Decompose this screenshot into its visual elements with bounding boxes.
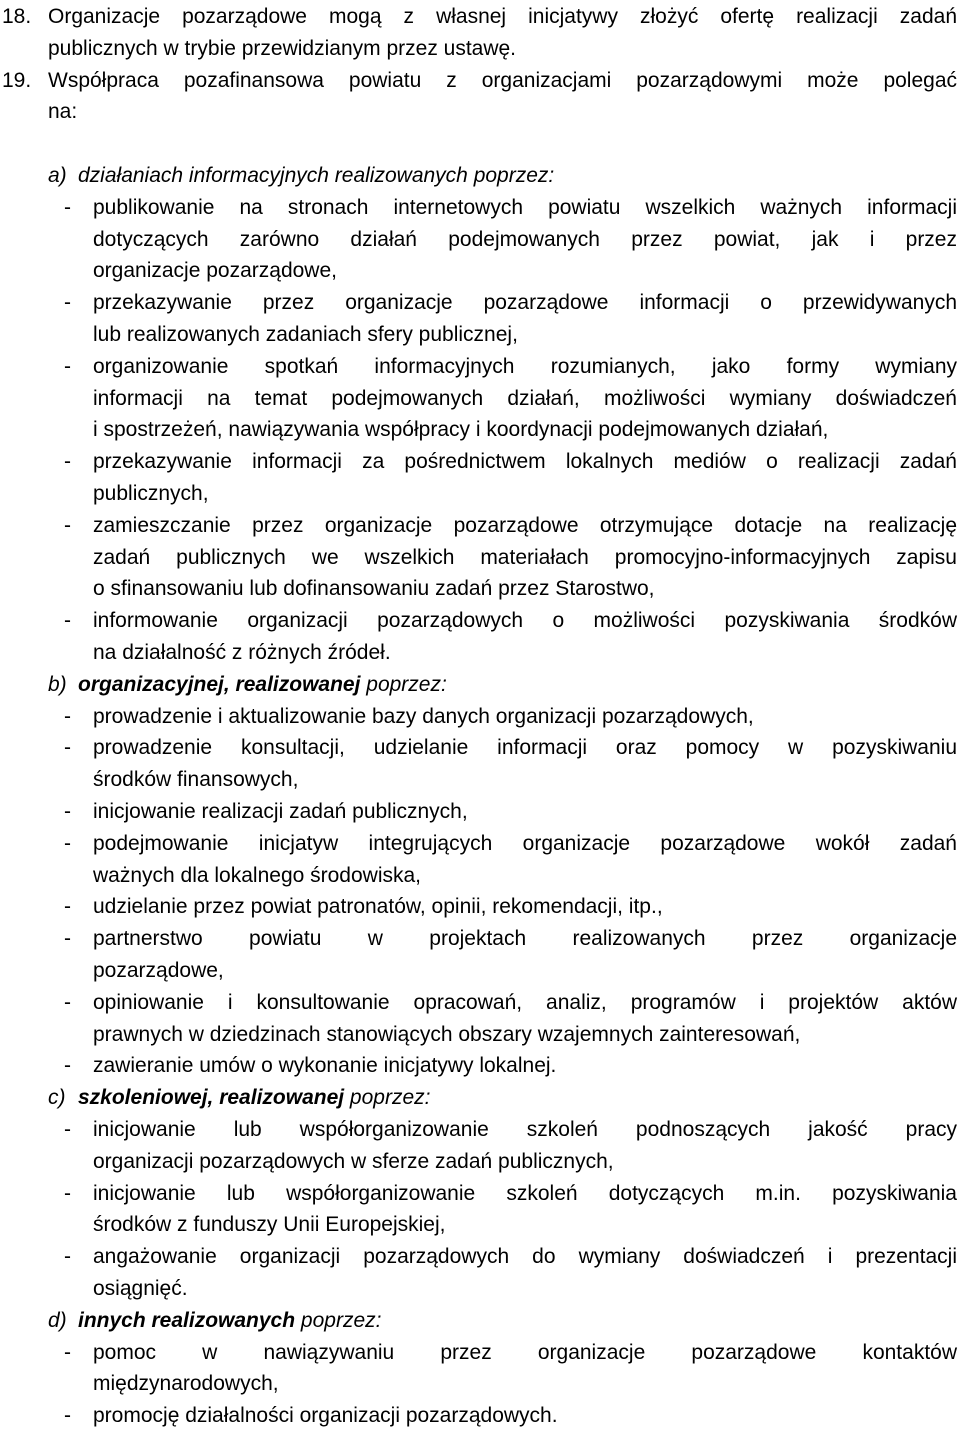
section-heading: organizacyjnej, realizowanej [78,672,361,696]
text-line [0,923,960,955]
bullet-dash: - [64,736,71,760]
bullet-dash: - [64,704,71,728]
bullet-dash: - [64,1340,71,1364]
text-line [0,65,960,97]
continuation-text: zadań publicznych we wszelkich materiałach promocyjno-informacyjnych zapisu [93,545,957,569]
continuation-text: osiągnięć. [93,1277,188,1300]
text-line [0,860,960,892]
section-heading-suffix: poprzez: [295,1308,382,1332]
section-letter: c) [48,1086,66,1110]
text-line [0,319,960,351]
text-line [0,1337,960,1369]
continuation-text: o sfinansowaniu lub dofinansowaniu zadań przez Starostwo, [93,577,655,601]
text-line [0,255,960,287]
text-line [0,160,960,192]
section-heading: działaniach informacyjnych realizowanych poprzez: [78,164,555,187]
bullet-dash: - [64,1118,71,1141]
bullet-dash: - [64,354,71,378]
continuation-text: organizacji pozarządowych w sferze zadań publicznych, [93,1149,614,1173]
text-line [0,637,960,669]
continuation-text: i spostrzeżeń, nawiązywania współpracy i koordynacji podejmowanych działań, [93,418,829,442]
bullet-text: partnerstwo powiatu w projektach realizowanych przez organizacje [93,927,957,951]
bullet-text: inicjowanie realizacji zadań publicznych, [93,800,468,823]
text-line [0,669,960,701]
bullet-dash: - [64,513,71,537]
bullet-text: angażowanie organizacji pozarządowych do wymiany doświadczeń i prezentacji [93,1245,957,1269]
bullet-text: przekazywanie przez organizacje pozarządowe informacji o przewidywanych [93,291,957,315]
text-line [0,224,960,256]
bullet-text: prowadzenie konsultacji, udzielanie informacji oraz pomocy w pozyskiwaniu [93,736,957,760]
section-heading: innych realizowanych [78,1308,296,1332]
text-line [0,796,960,828]
text-line [0,414,960,446]
section-letter: a) [48,164,67,187]
continuation-text: dotyczących zarówno działań podejmowanych przez powiat, jak i przez [93,227,957,251]
text-line [0,987,960,1019]
continuation-text: pozarządowe, [93,959,224,982]
bullet-text: publikowanie na stronach internetowych powiatu wszelkich ważnych informacji [93,195,957,219]
bullet-dash: - [64,291,71,315]
bullet-dash: - [64,609,71,633]
text-line [0,383,960,415]
bullet-dash: - [64,927,71,951]
text-line [0,542,960,574]
bullet-text: inicjowanie lub współorganizowanie szkoleń dotyczących m.in. pozyskiwania [93,1181,957,1205]
text-line [0,1305,960,1337]
text-line [0,33,960,65]
blank-line [0,128,960,160]
bullet-text: informowanie organizacji pozarządowych o możliwości pozyskiwania środków [93,609,957,633]
text-line [0,96,960,128]
continuation-text: publicznych, [93,482,209,505]
continuation-text: informacji na temat podejmowanych działań, możliwości wymiany doświadczeń [93,386,957,410]
text-line [0,955,960,987]
text-line [0,764,960,796]
text-line [0,1178,960,1210]
bullet-text: przekazywanie informacji za pośrednictwem lokalnych mediów o realizacji zadań [93,450,957,474]
continuation-text: międzynarodowych, [93,1372,279,1396]
continuation-text: lub realizowanych zadaniach sfery publicznej, [93,323,518,346]
item-text: Współpraca pozafinansowa powiatu z organizacjami pozarządowymi może polegać [48,68,957,92]
section-letter: b) [48,672,67,696]
bullet-text: inicjowanie lub współorganizowanie szkoleń podnoszących jakość pracy [93,1118,957,1141]
text-line [0,478,960,510]
bullet-text: zamieszczanie przez organizacje pozarządowe otrzymujące dotacje na realizację [93,513,957,537]
section-letter: d) [48,1308,67,1332]
text-line [0,1368,960,1400]
continuation-text: prawnych w dziedzinach stanowiących obszary wzajemnych zainteresowań, [93,1022,801,1046]
bullet-text: pomoc w nawiązywaniu przez organizacje pozarządowe kontaktów [93,1340,957,1364]
text-line [0,287,960,319]
text-line [0,1114,960,1146]
text-line [0,1050,960,1082]
item-number: 19. [2,68,32,92]
bullet-dash: - [64,450,71,474]
bullet-dash: - [64,831,71,855]
continuation-text: organizacje pozarządowe, [93,259,337,283]
text-line [0,701,960,733]
bullet-text: prowadzenie i aktualizowanie bazy danych organizacji pozarządowych, [93,704,754,728]
item-number: 18. [2,5,32,28]
bullet-dash: - [64,800,71,823]
continuation-text: na działalność z różnych źródeł. [93,641,391,664]
text-line [0,351,960,383]
bullet-text: opiniowanie i konsultowanie opracowań, analiz, programów i projektów aktów [93,990,957,1014]
text-line [0,1273,960,1305]
section-heading: szkoleniowej, realizowanej [78,1086,345,1110]
text-line [0,1146,960,1178]
text-line [0,732,960,764]
bullet-text: udzielanie przez powiat patronatów, opinii, rekomendacji, itp., [93,895,663,919]
continuation-text: środków z funduszy Unii Europejskiej, [93,1213,446,1237]
text-line [0,1209,960,1241]
text-line [0,446,960,478]
text-line [0,510,960,542]
continuation-text: na: [48,100,78,124]
section-heading-suffix: poprzez: [344,1086,431,1110]
bullet-text: zawieranie umów o wykonanie inicjatywy lokalnej. [93,1054,557,1078]
bullet-text: organizowanie spotkań informacyjnych rozumianych, jako formy wymiany [93,354,957,378]
text-line [0,1019,960,1051]
bullet-dash: - [64,990,71,1014]
text-line [0,1241,960,1273]
text-line [0,605,960,637]
bullet-dash: - [64,195,71,219]
bullet-dash: - [64,1404,71,1428]
bullet-dash: - [64,1181,71,1205]
text-line [0,573,960,605]
item-text: Organizacje pozarządowe mogą z własnej inicjatywy złożyć ofertę realizacji zadań [48,5,957,28]
continuation-text: ważnych dla lokalnego środowiska, [93,863,422,887]
bullet-dash: - [64,895,71,919]
text-line [0,828,960,860]
text-line [0,1400,960,1432]
bullet-text: podejmowanie inicjatyw integrujących organizacje pozarządowe wokół zadań [93,831,957,855]
text-line [0,1,960,33]
text-line [0,1082,960,1114]
bullet-dash: - [64,1245,71,1269]
continuation-text: publicznych w trybie przewidzianym przez ustawę. [48,36,517,60]
text-line [0,192,960,224]
continuation-text: środków finansowych, [93,768,299,792]
text-line [0,891,960,923]
bullet-text: promocję działalności organizacji pozarządowych. [93,1404,558,1428]
section-heading-suffix: poprzez: [360,672,447,696]
bullet-dash: - [64,1054,71,1078]
